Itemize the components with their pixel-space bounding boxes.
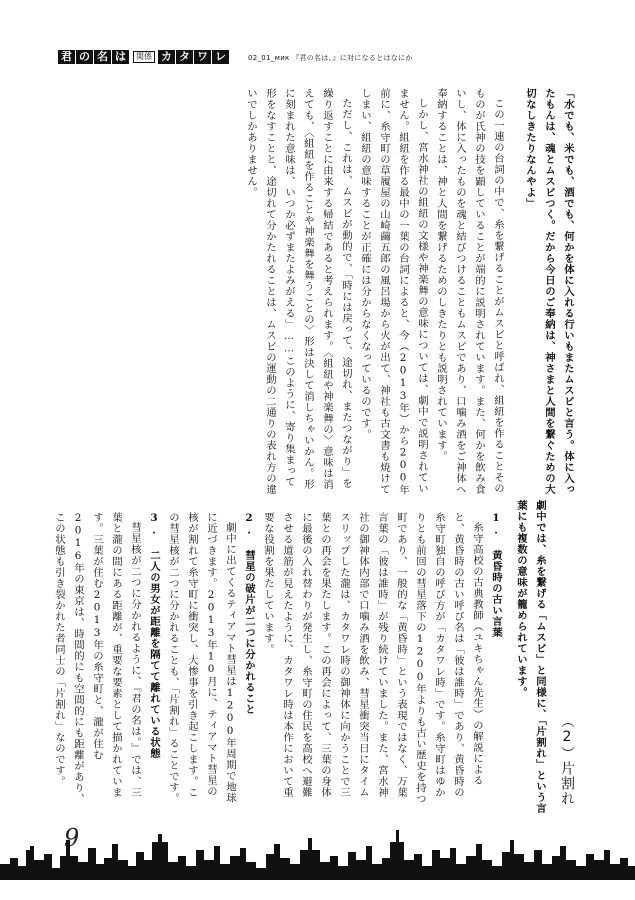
section-heading: 2. 彗星の破片が二つに分かれること xyxy=(243,512,255,715)
section-heading: 3. 二人の男女が距離を隔てて離れている状態 xyxy=(148,512,160,759)
paragraph: しかし、宮水神社の組紐の文様や神楽舞の意味については、劇中で説明されていません。組紐を作る最中の一葉の台詞によると、今（2013年）から200年前に、糸守町の草履屋の山崎繭五郎の風呂場から火が出て、神社も古文書も焼けてしまい、組紐の意味することが正確には分からなくなっているのです。 xyxy=(359,88,428,496)
section-lead xyxy=(511,500,549,820)
lead-text: 劇中では、糸を繋げる「ムスビ」と同様に、「片割れ」という言葉にも複数の意味が籠められています。 xyxy=(515,500,546,814)
section-heading: 1. 黄昏時の古い言葉 xyxy=(490,512,502,638)
logo-tile: の xyxy=(76,50,93,64)
running-header xyxy=(58,50,578,66)
page-number: 9 xyxy=(64,824,80,852)
city-skyline-illustration xyxy=(0,820,635,880)
quote-block xyxy=(520,88,577,498)
logo-mid: 関係 xyxy=(133,51,155,63)
lower-body xyxy=(49,512,505,807)
upper-body xyxy=(241,88,507,498)
magazine-logo xyxy=(58,50,230,64)
logo-tile: は xyxy=(112,50,129,64)
paragraph: 糸守高校の古典教師（ユキちゃん先生）の解説によると、黄昏時の古い呼び名は「彼は誰時」であり、黄昏時の糸守町独自の呼び方が「カタワレ時」です。糸守町はゆかりとも前回の彗星落下の1200年よりも古い歴史を持つ町であり、一般的な「黄昏時」という表現ではなく、万葉言葉の「彼は誰時」が残り続けていました。また、宮水神社の御神体内部で口噛み酒を飲み、彗星衝突当日にタイムスリップした瀧は、カタワレ時の御神体に向かうことで三葉との再会を果たします。この再会によって、三葉の身体に最後の入れ替わりが発生し、糸守町の住民を高校へ避難させる道筋が見えたように、カタワレ時は本作において重要な役割を果たしています。 xyxy=(262,512,483,805)
logo-tile: 君 xyxy=(58,50,75,64)
paragraph: ただし、これは、ムスビが動的で、「時には戻って、途切れ、またつながり」を繰り返すことに由来する帰結であると考えられます。〈組紐や神楽舞の〉意味は消えても、〈組紐を作ることや神楽舞を舞うことの〉形は決して消しちゃいかん。形に刻まれた意味は、いつか必ずまたよみがえる」……このように、寄り集まって形をなすことと、途切れて分かたれることは、ムスビの運動の二通りの表れ方の違いでしかありません。 xyxy=(245,88,352,495)
logo-tile: カ xyxy=(158,50,175,64)
paragraph: この一連の台詞の中で、糸を繋げることがムスビと呼ばれ、組紐を作ることそのものが氏神の技を顕していることが端的に説明されています。また、何かを飲み食いし、体に入ったものを魂と結びつけることもムスビであり、口噛み酒をご神体へ奉納することは、神と人間を繋げるためのしきたりとも説明されています。 xyxy=(435,88,504,495)
paragraph: 劇中に出てくるティアマト彗星は1200年周期で地球に近づきます。2013年10月に、ティアマト彗星の核が割れて糸守町に衝突し、大惨事を引き起こします。この彗星核が二つに分かれることも、「片割れ」ることです。 xyxy=(167,512,236,804)
quote-text: 「水でも、米でも、酒でも、何かを体に入れる行いもまたムスビと言う。体に入ったもんは、魂とムスビつく。だから今日のご奉納は、神さまと人間を繋ぐための大切なしきたりなんやよ」 xyxy=(524,88,574,495)
logo-tile: ワ xyxy=(194,50,211,64)
section-subtitle: （2）片割れ xyxy=(559,714,575,806)
logo-tile: タ xyxy=(176,50,193,64)
running-title: 02_01_мик 『君の名は。』に対になるとはなにか xyxy=(248,54,413,62)
paragraph: 彗星核が二つに分かれるように、『君の名は。』では、三葉と瀧の間にある距離が、重要な要素として描かれています。三葉が住む2013年の糸守町と、瀧が住む2016年の東京は、時間的にも空間的にも距離があり、この状態も引き裂かれた者同士の「片割れ」なのです。 xyxy=(53,512,141,805)
logo-tile: 名 xyxy=(94,50,111,64)
logo-tile: レ xyxy=(212,50,229,64)
